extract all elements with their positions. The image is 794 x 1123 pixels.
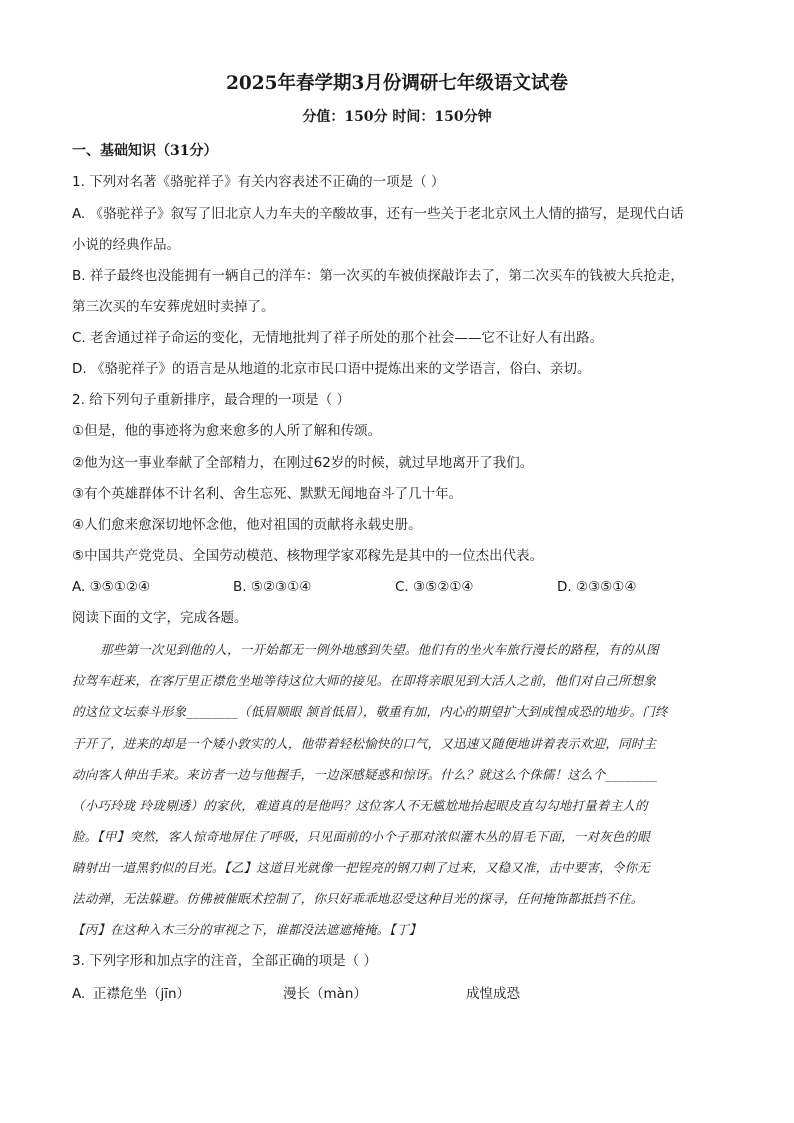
question-2-option-a: A. ③⑤①②④: [72, 579, 151, 595]
question-2-option-c: C. ③⑤②①④: [395, 579, 474, 595]
passage-line: 的这位文坛泰斗形象________（低眉顺眼 颔首低眉），敬重有加，内心的期望扩大到成惶成恐的地步。门终: [72, 704, 668, 719]
question-2-option-b: B. ⑤②③①④: [233, 579, 312, 595]
question-1-stem: 1. 下列对名著《骆驼祥子》有关内容表述不正确的一项是（ ）: [72, 174, 445, 190]
question-2-stem: 2. 给下列句子重新排序，最合理的一项是（ ）: [72, 392, 350, 408]
question-1-option-b-line1: B. 祥子最终也没能拥有一辆自己的洋车：第一次买的车被侦探敲诈去了，第二次买车的钱被大兵抢走，: [72, 268, 684, 284]
passage-line: 睛射出一道黑豹似的目光。【乙】这道目光就像一把锃亮的钢刀刺了过来，又稳又准，击中要害，令你无: [72, 860, 650, 875]
passage-line: 脸。【甲】突然，客人惊奇地屏住了呼吸，只见面前的小个子那对浓似灌木丛的眉毛下面，一对灰色的眼: [72, 829, 650, 844]
section-heading: 一、基础知识（31分）: [72, 143, 218, 159]
question-1-option-b-line2: 第三次买的车安葬虎妞时卖掉了。: [72, 299, 275, 315]
question-3-option-a-item-1: 正襟危坐（jīn）: [93, 986, 191, 1002]
passage-line: 那些第一次见到他的人，一开始都无一例外地感到失望。他们有的坐火车旅行漫长的路程，有的从图: [100, 642, 659, 657]
question-1-option-d: D. 《骆驼祥子》的语言是从地道的北京市民口语中提炼出来的文学语言，俗白、亲切。: [72, 361, 591, 377]
question-3-option-a-item-2: 漫长（màn）: [283, 986, 367, 1002]
question-2-sentence-4: ④人们愈来愈深切地怀念他，他对祖国的贡献将永载史册。: [72, 517, 422, 533]
question-2-sentence-1: ①但是，他的事迹将为愈来愈多的人所了解和传颂。: [72, 423, 382, 439]
passage-line: （小巧玲珑 玲珑剔透）的家伙，难道真的是他吗？这位客人不无尴尬地抬起眼皮直勾勾地打量着主人的: [72, 798, 648, 813]
passage-line: 动向客人伸出手来。来访者一边与他握手，一边深感疑惑和惊讶。什么？就这么个侏儒！这么个________: [72, 767, 658, 782]
passage-line: 拉驾车赶来，在客厅里正襟危坐地等待这位大师的接见。在即将亲眼见到大活人之前，他们对自己所想象: [72, 673, 657, 688]
question-3-stem: 3. 下列字形和加点字的注音，全部正确的项是（ ）: [72, 953, 377, 969]
question-2-sentence-5: ⑤中国共产党党员、全国劳动模范、核物理学家邓稼先是其中的一位杰出代表。: [72, 548, 544, 564]
score-time-subtitle: 分值：150分 时间：150分钟: [302, 109, 492, 125]
question-3-option-a-item-3: 成惶成恐: [466, 986, 520, 1002]
question-1-option-a-line2: 小说的经典作品。: [72, 237, 180, 253]
question-1-option-a-line1: A. 《骆驼祥子》叙写了旧北京人力车夫的辛酸故事，还有一些关于老北京风土人情的描写，是现代白话: [72, 206, 684, 222]
question-2-sentence-2: ②他为这一事业奉献了全部精力，在刚过62岁的时候，就过早地离开了我们。: [72, 455, 534, 471]
question-2-sentence-3: ③有个英雄群体不计名利、舍生忘死、默默无闻地奋斗了几十年。: [72, 486, 463, 502]
passage-line: 于开了，进来的却是一个矮小敦实的人，他带着轻松愉快的口气，又迅速又随便地讲着表示欢迎，同时主: [72, 736, 657, 751]
passage-line: 【丙】在这种入木三分的审视之下，谁都没法遮遮掩掩。【丁】: [72, 922, 422, 937]
passage-line: 法动弹，无法躲避。仿佛被催眠术控制了，你只好乖乖地忍受这种目光的探寻，任何掩饰都抵挡不住。: [72, 891, 644, 906]
reading-instructions: 阅读下面的文字，完成各题。: [72, 610, 248, 626]
question-3-option-label: A.: [72, 986, 86, 1002]
question-2-option-d: D. ②③⑤①④: [557, 579, 637, 595]
page-title: 2025年春学期3月份调研七年级语文试卷: [226, 73, 568, 94]
question-1-option-c: C. 老舍通过祥子命运的变化，无情地批判了祥子所处的那个社会——它不让好人有出路。: [72, 330, 604, 346]
